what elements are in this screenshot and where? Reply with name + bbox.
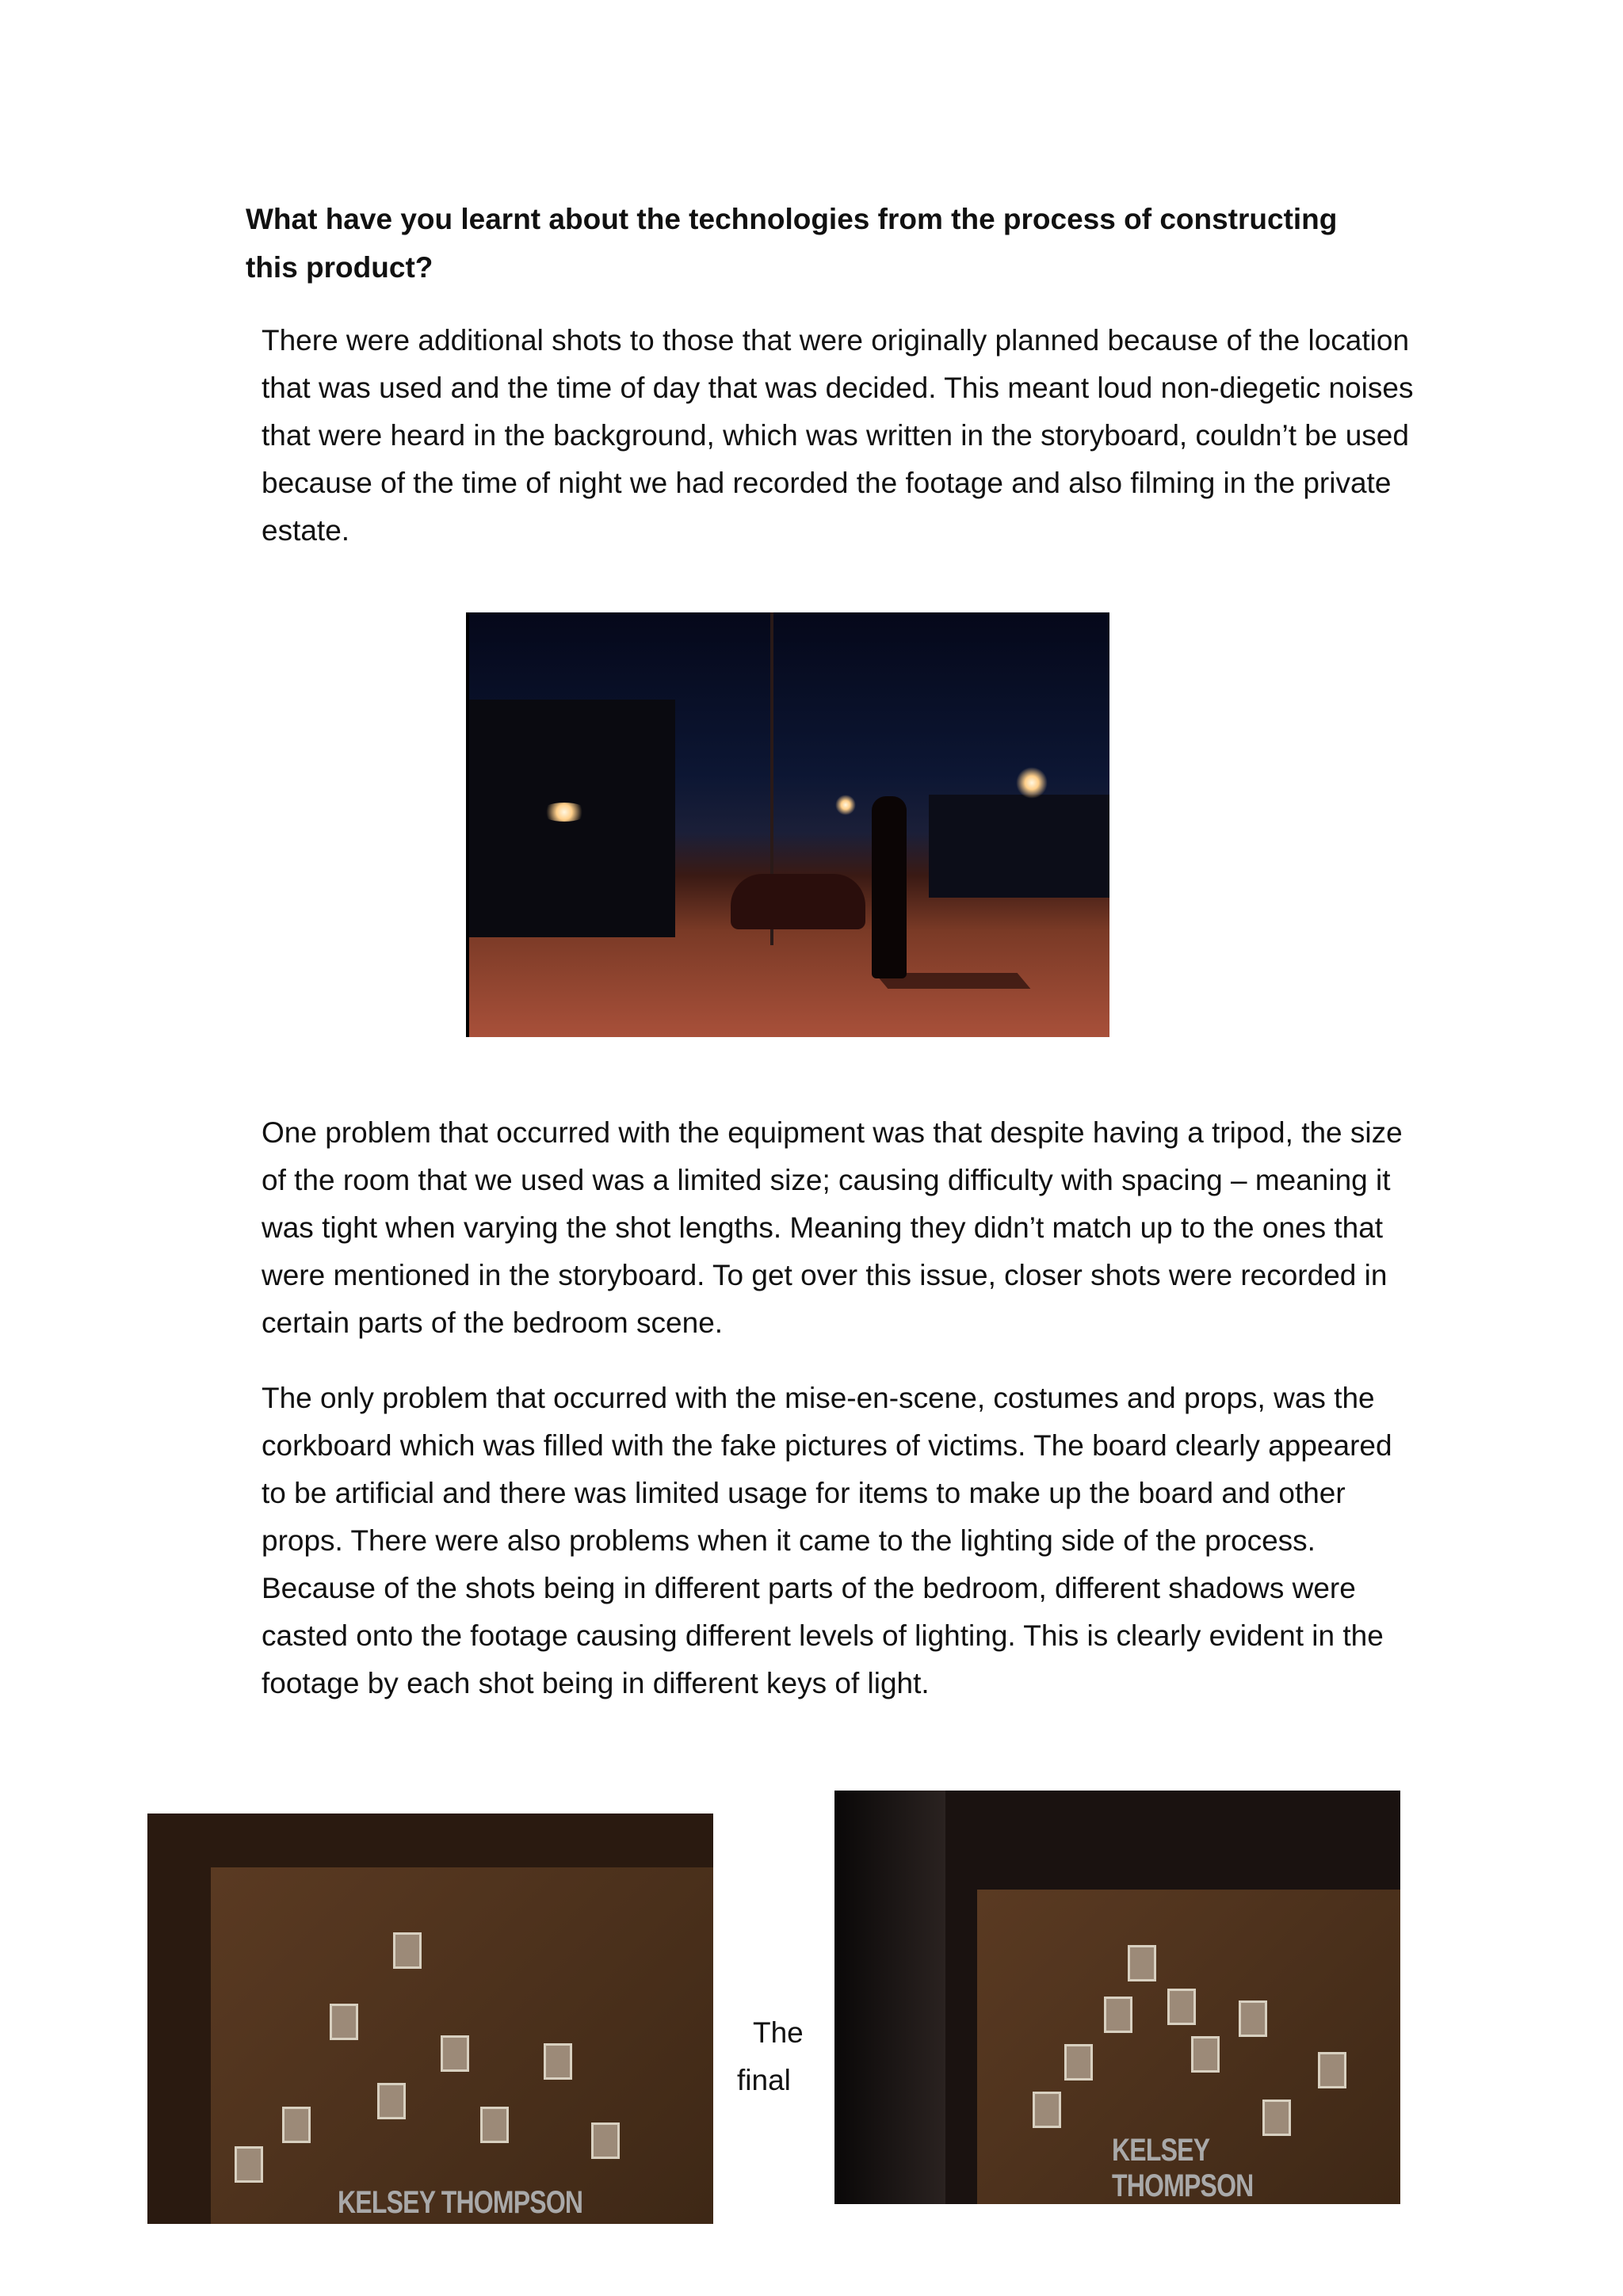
- question-heading: What have you learnt about the technologies from the process of constructing this product?: [246, 203, 1338, 284]
- image-caption: [737, 2009, 808, 2104]
- night-street-still-image: [466, 612, 1109, 1037]
- caption-line-2: final: [737, 2064, 791, 2096]
- corkboard-still-image-left: [147, 1814, 713, 2224]
- paragraph-2: One problem that occurred with the equipment was that despite having a tripod, the size of the room that we used was a limited size; causing difficulty with spacing – meaning it was tight when varying the shot lengths. Meaning they didn’t match up to the ones that were mentioned in the storyboard. To get over this issue, closer shots were recorded in certain parts of the bedroom scene.: [262, 1116, 1403, 1339]
- watermark-text: KELSEY THOMPSON: [338, 2185, 583, 2220]
- watermark-text: KELSEY THOMPSON: [1112, 2133, 1254, 2203]
- caption-line-1: The: [753, 2016, 804, 2049]
- paragraph-3: The only problem that occurred with the mise-en-scene, costumes and props, was the corkboard which was filled with the fake pictures of victims. The board clearly appeared to be artificial and there was limited usage for items to make up the board and other props. There were also problems when it came to the lighting side of the process. Because of the shots being in different parts of the bedroom, different shadows were casted onto the footage causing different levels of lighting. This is clearly evident in the footage by each shot being in different keys of light.: [262, 1382, 1392, 1699]
- corkboard-still-image-right: [834, 1791, 1400, 2204]
- paragraph-1: There were additional shots to those that were originally planned because of the location that was used and the time of day that was decided. This meant loud non-diegetic noises that were heard in the background, which was written in the storyboard, couldn’t be used because of the time of night we had recorded the footage and also filming in the private estate.: [262, 324, 1414, 547]
